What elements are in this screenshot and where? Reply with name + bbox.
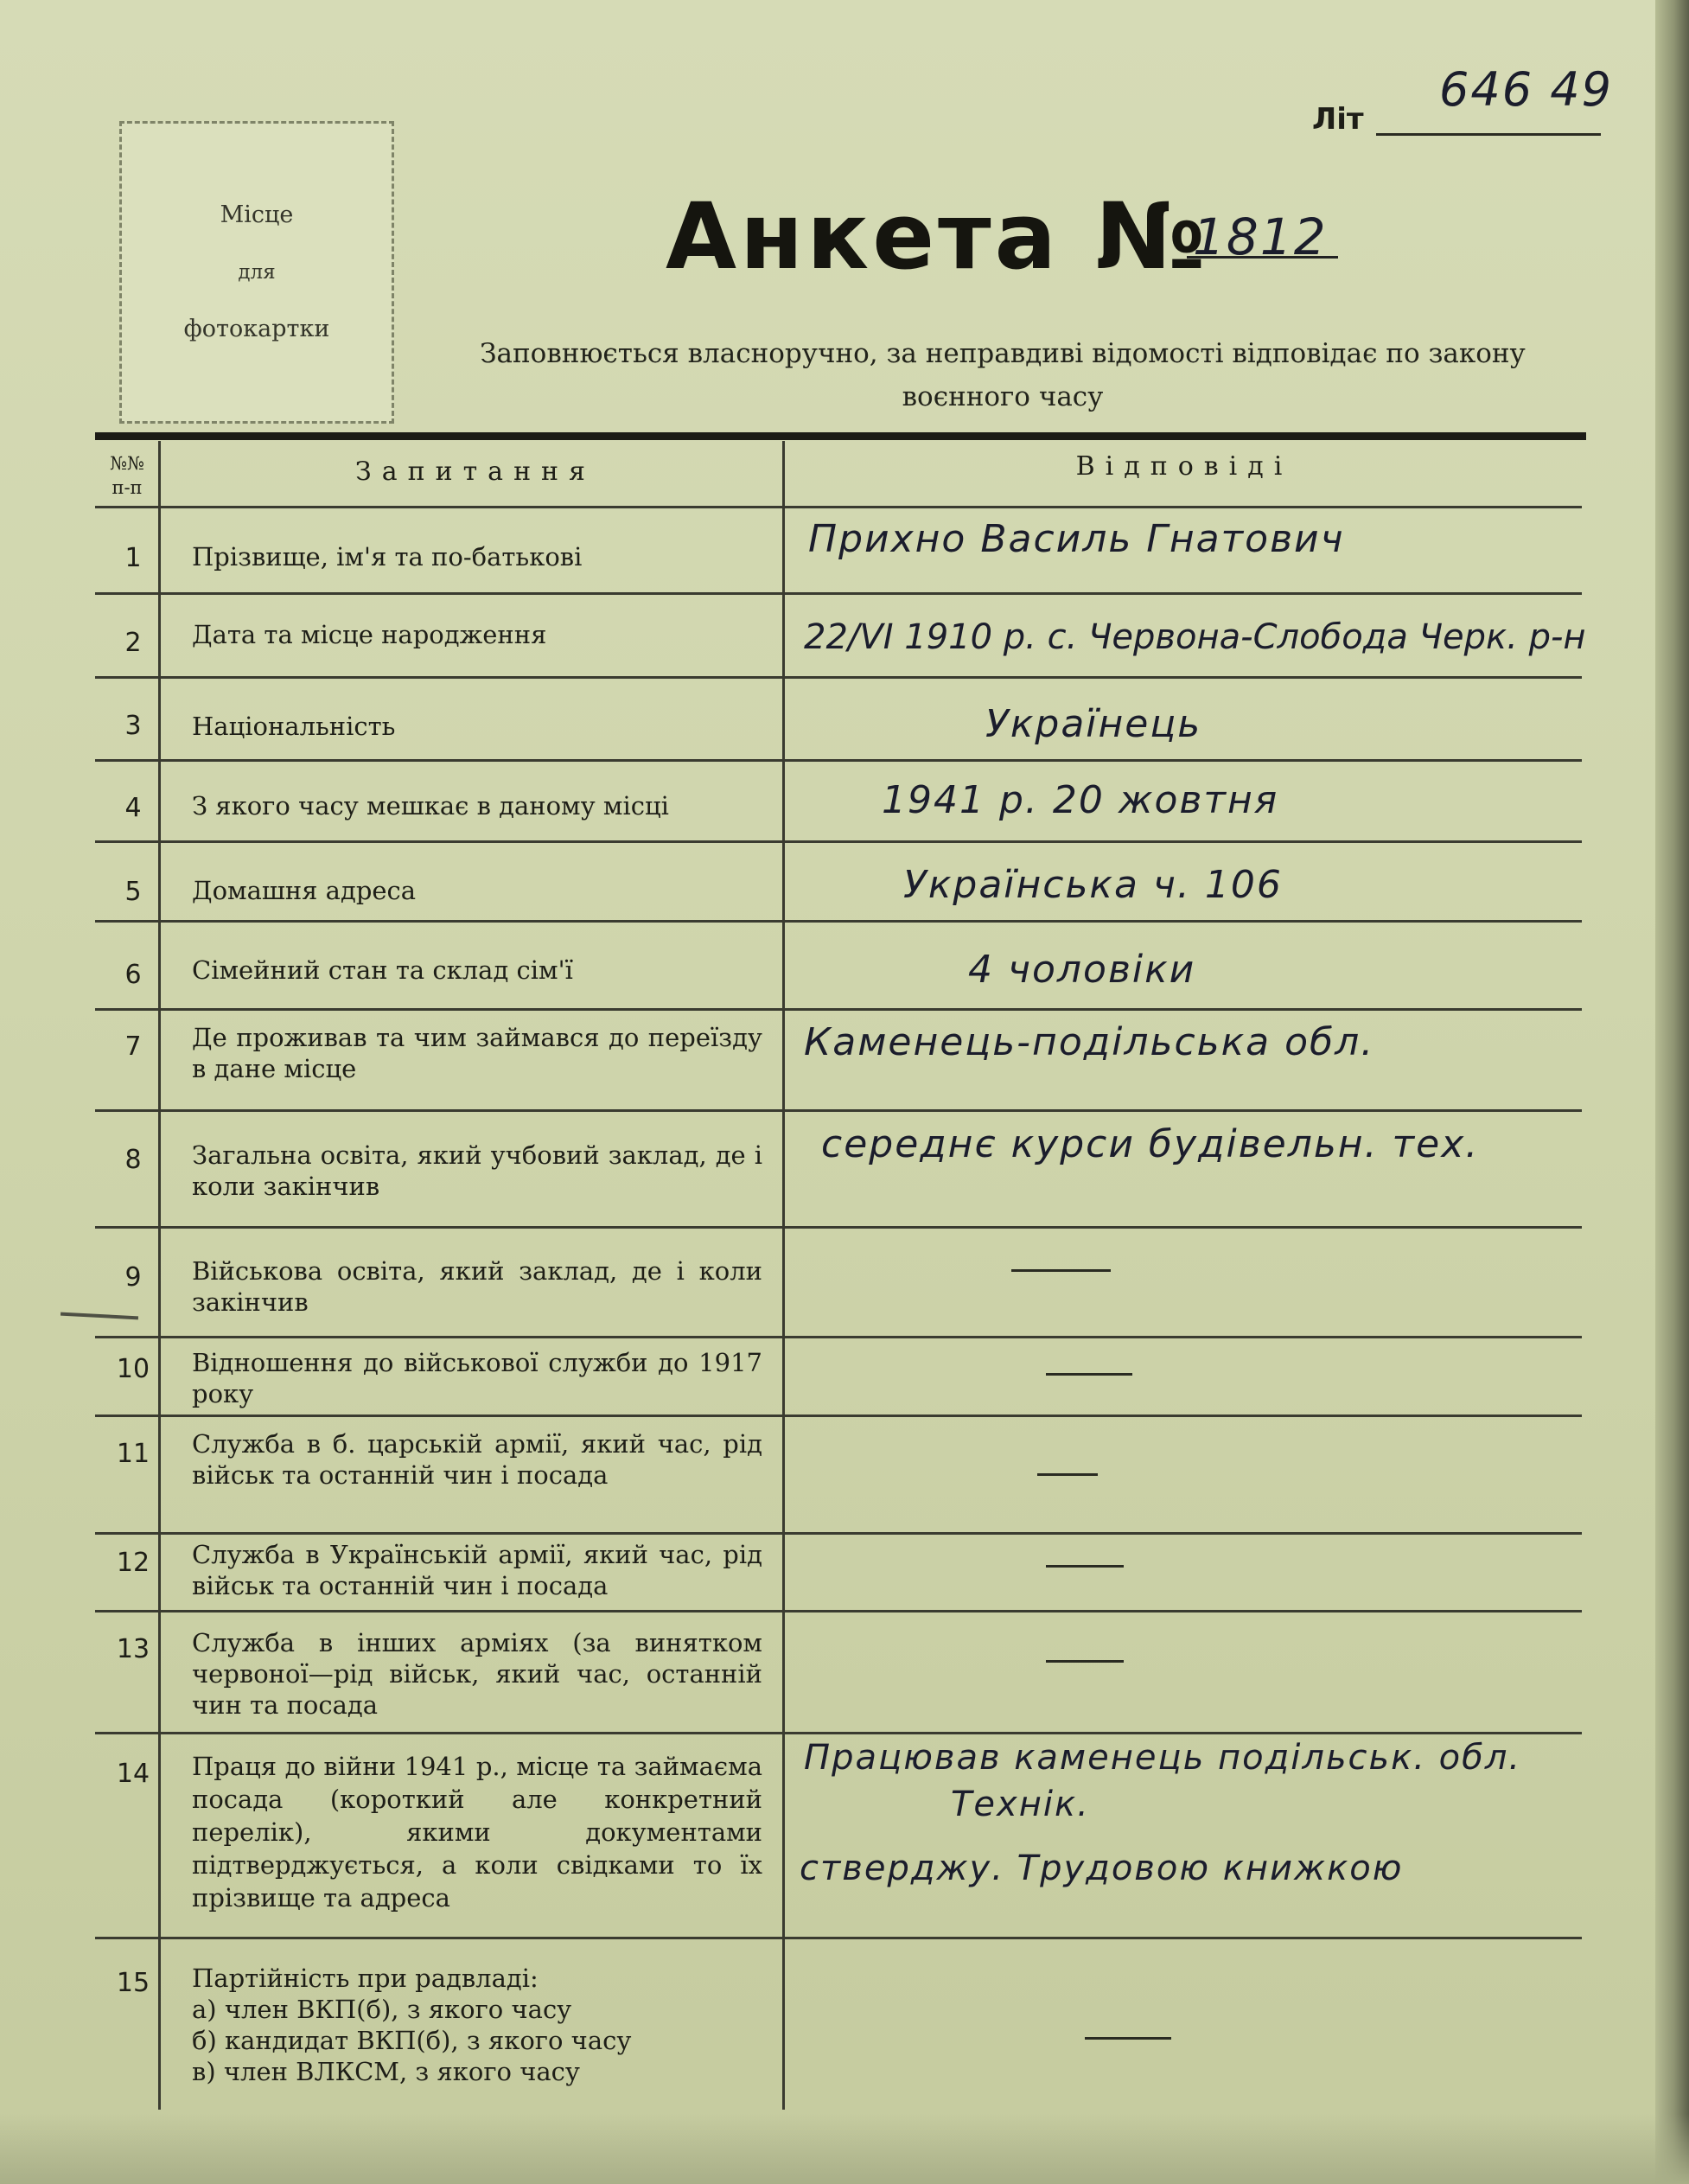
- lit-underline: [1376, 133, 1601, 136]
- lit-label: Літ: [1312, 102, 1364, 137]
- row-answer-4: 1941 р. 20 жовтня: [882, 778, 1279, 822]
- row-number-1: 1: [124, 543, 142, 573]
- form-instructions: Заповнюється власноручно, за неправдиві відомості відповідає по закону воєнного часу: [480, 338, 1526, 412]
- row-number-14: 14: [116, 1759, 150, 1789]
- row-question-4: З якого часу мешкає в даному місці: [192, 791, 669, 821]
- row-line-1: [95, 592, 1582, 595]
- row-number-8: 8: [124, 1145, 142, 1175]
- row-answer-2: 22/VI 1910 р. с. Червона-Слобода Черк. р-н: [804, 617, 1586, 657]
- row-number-11: 11: [116, 1439, 150, 1469]
- header-number: [97, 451, 157, 500]
- form-number: 1812: [1193, 208, 1328, 266]
- table-header-bottom: [95, 506, 1582, 508]
- row-number-10: 10: [116, 1354, 150, 1384]
- row-answer-13-dash: [1046, 1660, 1124, 1663]
- header-number-line-1: №№: [110, 453, 144, 474]
- row-line-6: [95, 1008, 1582, 1011]
- photo-placeholder: [119, 121, 394, 424]
- row-question-14: Праця до війни 1941 р., місце та займаєма посада (короткий але конкретний перелік), якими документами підтверджується, а коли свідками то їх прізвище та адреса: [192, 1752, 762, 1913]
- page-bottom-shadow: [0, 2114, 1689, 2184]
- row-number-2: 2: [124, 628, 142, 658]
- row-number-9: 9: [124, 1262, 142, 1293]
- row-number-4: 4: [124, 793, 142, 823]
- row-question-15-line-3: б) кандидат ВКП(б), з якого часу: [192, 2026, 632, 2055]
- row-line-7: [95, 1109, 1582, 1112]
- margin-smudge: [61, 1312, 138, 1320]
- row-answer-14-line-2: Технік.: [951, 1785, 1090, 1824]
- row-line-14: [95, 1937, 1582, 1939]
- row-question-15-line-2: а) член ВКП(б), з якого часу: [192, 1995, 572, 2024]
- row-question-11: Служба в б. царській армії, який час, рід військ та останній чин і посада: [192, 1429, 762, 1490]
- photo-placeholder-line-3: фотокартки: [183, 316, 330, 342]
- row-line-12: [95, 1610, 1582, 1612]
- row-question-8: Загальна освіта, який учбовий заклад, де і коли закінчив: [192, 1140, 762, 1201]
- row-number-6: 6: [124, 960, 142, 990]
- row-line-4: [95, 840, 1582, 843]
- row-line-13: [95, 1732, 1582, 1734]
- row-line-2: [95, 676, 1582, 679]
- row-question-15: [192, 1963, 762, 2087]
- lit-value: 646 49: [1439, 62, 1613, 117]
- row-number-12: 12: [116, 1548, 150, 1578]
- row-answer-14-line-3: стверджу. Трудовою книжкою: [800, 1849, 1404, 1888]
- row-question-12: Служба в Українській армії, який час, рід військ та останній чин і посада: [192, 1540, 762, 1600]
- row-question-15-line-1: Партійність при радвладі:: [192, 1964, 539, 1993]
- header-question: Запитання: [355, 457, 596, 487]
- header-rule: [95, 432, 1586, 440]
- photo-placeholder-line-1: Місце: [220, 201, 294, 228]
- row-line-10: [95, 1414, 1582, 1417]
- row-answer-7: Каменець-подільська обл.: [804, 1020, 1375, 1064]
- row-question-9: Військова освіта, який заклад, де і коли закінчив: [192, 1256, 762, 1317]
- row-answer-9-dash: [1011, 1269, 1111, 1272]
- row-question-2: Дата та місце народження: [192, 620, 547, 649]
- row-answer-1: Прихно Василь Гнатович: [808, 517, 1345, 561]
- form-title: Анкета №: [666, 183, 1209, 290]
- row-question-5: Домашня адреса: [192, 876, 417, 905]
- row-question-1: Прізвище, ім'я та по-батькові: [192, 542, 583, 572]
- row-question-10: Відношення до військової служби до 1917 року: [192, 1348, 762, 1408]
- row-number-7: 7: [124, 1031, 142, 1062]
- photo-placeholder-line-2: для: [238, 261, 276, 284]
- form-number-underline: [1187, 256, 1338, 259]
- row-answer-15-dash: [1085, 2037, 1171, 2040]
- page-edge-shadow: [1655, 0, 1689, 2184]
- row-answer-10-dash: [1046, 1373, 1132, 1376]
- row-line-5: [95, 920, 1582, 923]
- row-question-3: Національність: [192, 712, 396, 741]
- row-line-3: [95, 759, 1582, 762]
- row-question-7: Де проживав та чим займався до переїзду в дане місце: [192, 1023, 762, 1083]
- row-question-6: Сімейний стан та склад сім'ї: [192, 955, 573, 985]
- row-line-11: [95, 1532, 1582, 1535]
- table-divider-answer: [782, 441, 785, 2110]
- row-answer-8: середнє курси будівельн. тех.: [821, 1122, 1480, 1166]
- row-answer-12-dash: [1046, 1565, 1124, 1568]
- row-answer-11-dash: [1037, 1473, 1098, 1476]
- row-number-5: 5: [124, 877, 142, 907]
- row-question-13: Служба в інших арміях (за винятком червоної—рід військ, який час, останній чин та посада: [192, 1628, 762, 1720]
- row-number-13: 13: [116, 1634, 150, 1664]
- row-line-9: [95, 1336, 1582, 1338]
- row-answer-6: 4 чоловіки: [968, 948, 1196, 992]
- row-number-15: 15: [116, 1968, 150, 1998]
- row-answer-3: Українець: [985, 702, 1202, 746]
- row-answer-14-line-1: Працював каменець подільськ. обл.: [804, 1738, 1522, 1778]
- row-line-8: [95, 1226, 1582, 1229]
- header-number-line-2: п-п: [112, 477, 143, 498]
- row-number-3: 3: [124, 711, 142, 741]
- header-answer: Відповіді: [1075, 451, 1293, 482]
- row-question-15-line-4: в) член ВЛКСМ, з якого часу: [192, 2057, 580, 2086]
- row-answer-5: Українська ч. 106: [903, 863, 1283, 907]
